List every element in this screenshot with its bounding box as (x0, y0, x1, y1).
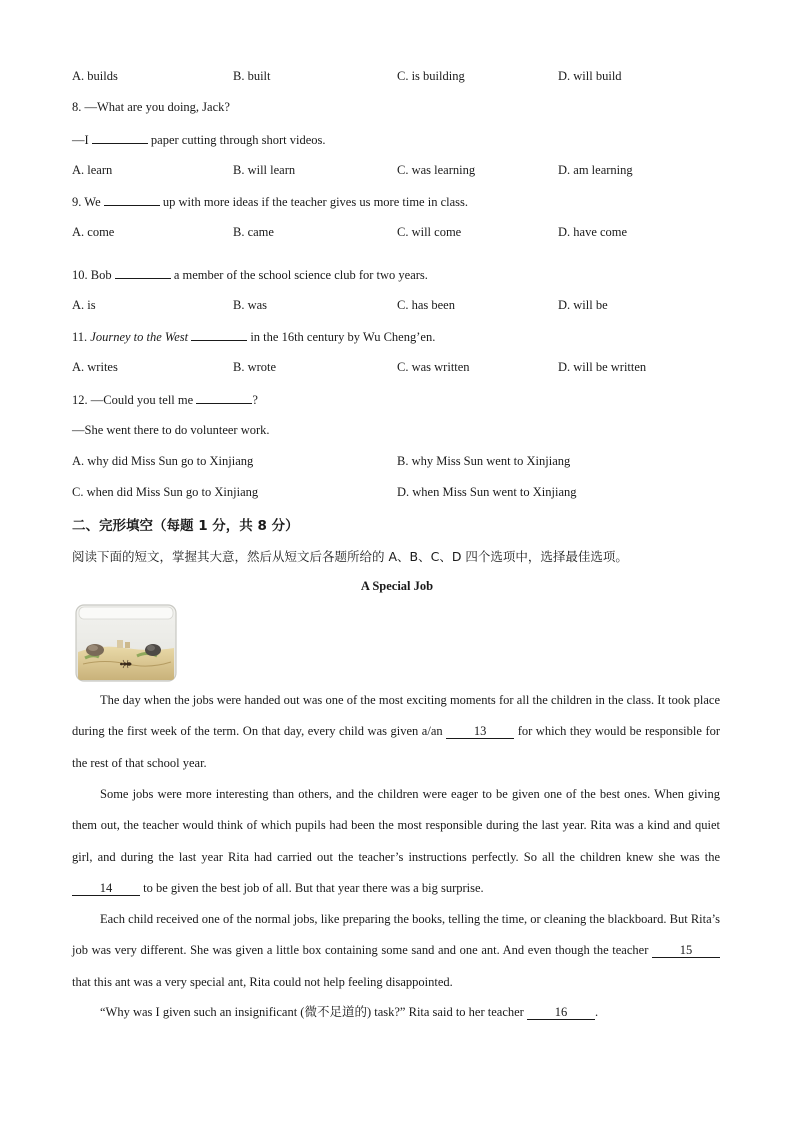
p4-text-b: . (594, 1005, 599, 1019)
q8-option-a: A. learn (72, 163, 113, 177)
q10-option-c: C. has been (397, 298, 455, 312)
q10-blank (115, 266, 171, 279)
q9-option-d: D. have come (558, 225, 628, 239)
q8-blank (92, 131, 148, 144)
q11-book-title: Journey to the West (90, 330, 189, 344)
passage-paragraph-1 (72, 685, 720, 779)
q8-prompt: 8. —What are you doing, Jack? (72, 100, 230, 114)
q12-option-a: A. why did Miss Sun go to Xinjiang (72, 454, 254, 468)
q8-option-c: C. was learning (397, 163, 476, 177)
q8-option-b: B. will learn (233, 163, 296, 177)
ant-box-icon (75, 604, 177, 682)
p2-text-a: Some jobs were more interesting than others, and the children were eager to be given one of the best ones. When giving them out, the teacher would think of which pupils had been the most responsible during the last year. Rita was a kind and quiet girl, and during the last year Rita had carried out the teacher’s instructions perfectly. So all the children knew she was the (72, 787, 720, 864)
q11-blank (191, 328, 247, 341)
q10-pre: 10. Bob (72, 268, 112, 282)
p1-text-a: The day when the jobs were handed out was one of the most exciting moments for all the children in the class. It took place during the first week of the term. On that day, every child was given a/an (72, 693, 720, 739)
q9-option-c: C. will come (397, 225, 462, 239)
passage-paragraph-3 (72, 904, 720, 998)
passage-paragraph-4 (72, 997, 720, 1028)
q9-option-b: B. came (233, 225, 274, 239)
section-heading: 二、完形填空（每题 1 分，共 8 分） (72, 518, 299, 534)
q11-option-c: C. was written (397, 360, 470, 374)
q11-number: 11. (72, 330, 88, 344)
p3-text-a: Each child received one of the normal jobs, like preparing the books, telling the time, or cleaning the blackboard. But Rita’s job was very different. She was given a little box containing some sand and one ant. And even though the teacher (72, 912, 720, 958)
q12-option-d: D. when Miss Sun went to Xinjiang (397, 485, 577, 499)
q10-option-b: B. was (233, 298, 268, 312)
p1-text-b: for which they would be responsible for the rest of that school year. (72, 724, 721, 770)
q10-stem (72, 266, 428, 283)
p4-text-a: “Why was I given such an insignificant (微不足道的) task?” Rita said to her teacher (100, 1005, 524, 1019)
blank-16: 16 (527, 1005, 595, 1020)
q7-option-d: D. will build (558, 69, 622, 83)
q7-option-b: B. built (233, 69, 271, 83)
q12-pre: 12. —Could you tell me (72, 393, 194, 407)
p3-text-b: that this ant was a very special ant, Rita could not help feeling disappointed. (72, 974, 453, 989)
q7-option-c: C. is building (397, 69, 465, 83)
blank-15: 15 (652, 943, 720, 958)
q9-blank (104, 193, 160, 206)
q9-pre: 9. We (72, 195, 101, 209)
ant-box-illustration (75, 604, 177, 682)
q9-post: up with more ideas if the teacher gives us more time in class. (162, 195, 468, 209)
q11-option-a: A. writes (72, 360, 118, 374)
q8-answer-line (72, 131, 326, 148)
q12-post: ? (252, 393, 258, 407)
q11-option-b: B. wrote (233, 360, 277, 374)
q11-stem (72, 328, 435, 345)
q11-option-d: D. will be written (558, 360, 647, 374)
passage-title: A Special Job (360, 579, 434, 593)
blank-14: 14 (72, 881, 140, 896)
q9-stem (72, 193, 468, 210)
q12-option-b: B. why Miss Sun went to Xinjiang (397, 454, 571, 468)
q11-post: in the 16th century by Wu Cheng’en. (250, 330, 436, 344)
q10-post: a member of the school science club for two years. (173, 268, 428, 282)
q8-answer-post: paper cutting through short videos. (150, 133, 326, 147)
q8-option-d: D. am learning (558, 163, 633, 177)
q12-stem (72, 391, 258, 408)
q10-option-a: A. is (72, 298, 96, 312)
q9-option-a: A. come (72, 225, 115, 239)
q7-option-a: A. builds (72, 69, 118, 83)
q10-option-d: D. will be (558, 298, 608, 312)
q12-blank (196, 391, 252, 404)
q12-answer: —She went there to do volunteer work. (72, 423, 270, 437)
section-instruction: 阅读下面的短文，掌握其大意，然后从短文后各题所给的 A、B、C、D 四个选项中，选择最佳选项。 (72, 549, 628, 564)
q12-option-c: C. when did Miss Sun go to Xinjiang (72, 485, 259, 499)
p2-text-b: to be given the best job of all. But that year there was a big surprise. (143, 880, 484, 895)
blank-13: 13 (446, 724, 514, 739)
q8-answer-pre: —I (72, 133, 89, 147)
passage-paragraph-2 (72, 779, 720, 904)
